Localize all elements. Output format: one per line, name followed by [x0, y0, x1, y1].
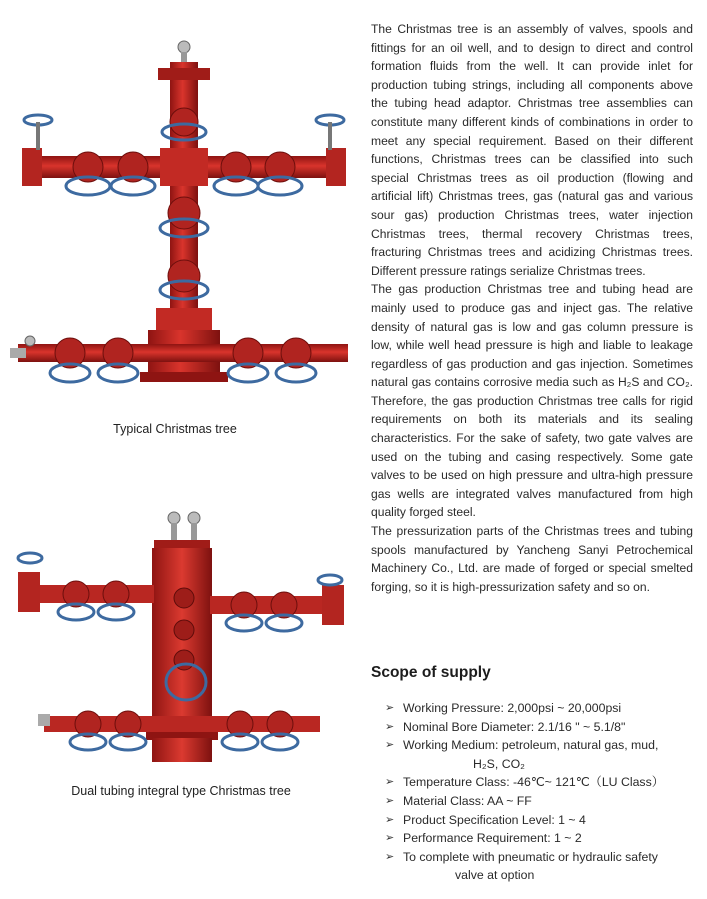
- list-item: ➢ Working Pressure: 2,000psi ~ 20,000psi: [385, 699, 695, 718]
- arrow-bullet-icon: ➢: [385, 720, 395, 733]
- scope-of-supply-list: [385, 699, 695, 885]
- arrow-bullet-icon: ➢: [385, 776, 395, 789]
- list-item: ➢ Nominal Bore Diameter: 2.1/16 " ~ 5.1/8": [385, 718, 695, 737]
- intro-paragraph: The Christmas tree is an assembly of valves, spools and fittings for an oil well, and to design to direct and control formation fluids from the well. It can provide inlet for production tubing strings, including all components above the tubing head adaptor. Christmas tree assemblies can constitute many different kinds of combinations in order to meet any special requirement. Based on their different functions, Christmas trees can be classified into such special Christmas trees as oil production (flowing and artificial lift) Christmas trees, gas (natural gas and various sour gas) production Christmas trees, water injection Christmas trees, thermal recovery Christmas trees, fracturing Christmas trees and acidizing Christmas trees. Different pressure ratings serialize Christmas trees.: [371, 22, 693, 278]
- scope-of-supply-heading: Scope of supply: [371, 664, 491, 681]
- arrow-bullet-icon: ➢: [385, 813, 395, 826]
- list-item: ➢ Temperature Class: -46℃~ 121℃（LU Class）: [385, 773, 695, 792]
- description-column: [371, 20, 693, 596]
- pressurization-paragraph: The pressurization parts of the Christmas trees and tubing spools manufactured by Yancheng Sanyi Petrochemical Machinery Co., Ltd. are made of forged or special smelted forging, so it is high-pressurization safety and so on.: [371, 524, 693, 594]
- list-item: ➢ To complete with pneumatic or hydraulic safety valve at option: [385, 849, 658, 883]
- arrow-bullet-icon: ➢: [385, 702, 395, 714]
- typical-christmas-tree-image: [8, 38, 354, 388]
- list-item: ➢ Product Specification Level: 1 ~ 4: [385, 811, 695, 830]
- arrow-bullet-icon: ➢: [385, 832, 395, 845]
- arrow-bullet-icon: ➢: [385, 850, 395, 863]
- list-item: ➢ Performance Requirement: 1 ~ 2: [385, 829, 695, 848]
- arrow-bullet-icon: ➢: [385, 794, 395, 807]
- dual-tubing-christmas-tree-image: [8, 510, 354, 765]
- list-item: ➢ Material Class: AA ~ FF: [385, 792, 695, 811]
- arrow-bullet-icon: ➢: [385, 739, 395, 752]
- gas-production-paragraph: The gas production Christmas tree and tubing head are mainly used to produce gas and inject gas. The relative density of natural gas is low and gas column pressure is low, while well head pressure is high and liable to leakage regardless of gas production and gas injection. Sometimes natural gas contains corrosive media such as H₂S and CO₂. Therefore, the gas production Christmas tree calls for rigid requirements on both its materials and its sealing characteristics. For the sake of safety, two gate valves are used on the tubing and casing respectively. Some gate valves to be used on high pressure and ultra-high pressure gas wells are integrated valves manufactured from high quality forged steel.: [371, 282, 693, 520]
- typical-christmas-tree-caption: Typical Christmas tree: [113, 422, 237, 436]
- list-item: ➢ Working Medium: petroleum, natural gas, mud, H₂S, CO₂: [385, 738, 659, 771]
- dual-tubing-christmas-tree-caption: Dual tubing integral type Christmas tree: [71, 784, 291, 798]
